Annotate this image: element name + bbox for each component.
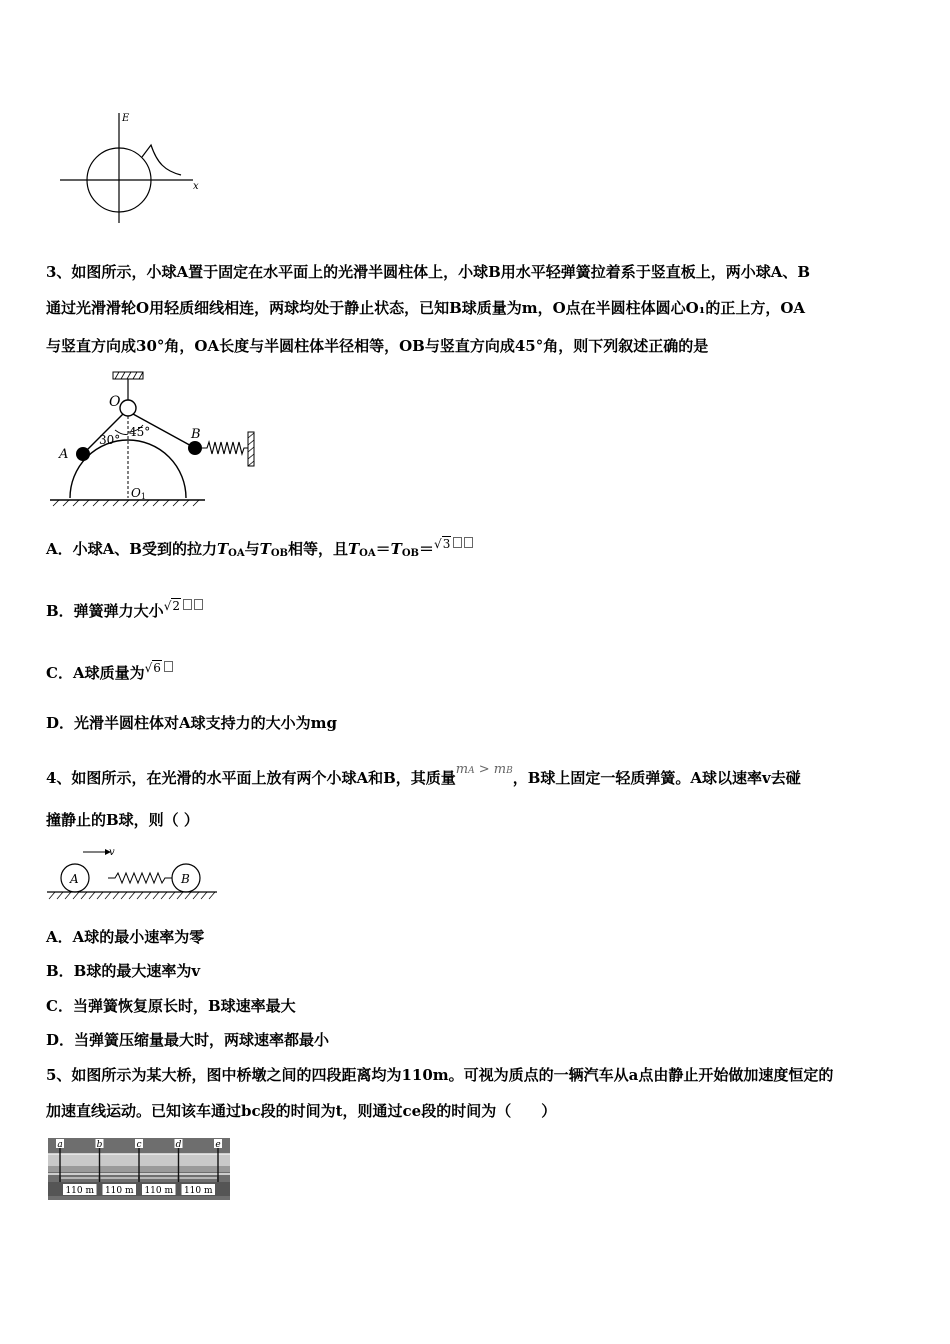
label-b: B bbox=[191, 427, 201, 442]
q3-pulley-figure bbox=[45, 370, 265, 515]
label-o1: O1 bbox=[131, 486, 146, 501]
angle-30-label: 30° bbox=[99, 433, 121, 447]
q3-stem-line-1: 3、如图所示，小球A置于固定在水平面上的光滑半圆柱体上，小球B用水平轻弹簧拉着系于竖直板上，两小球A、B bbox=[46, 263, 811, 281]
segment-label: 110 m bbox=[144, 1186, 174, 1196]
spring bbox=[202, 442, 248, 454]
sqrt-3-formula: √3 bbox=[434, 537, 451, 551]
point-label: d bbox=[175, 1140, 182, 1150]
q5-bridge-figure bbox=[48, 1138, 230, 1202]
q4-option-b[interactable]: B．B球的最大速率为v bbox=[46, 962, 201, 980]
q5-stem-line-2: 加速直线运动。已知该车通过bc段的时间为t，则通过ce段的时间为（ ） bbox=[46, 1102, 557, 1120]
q4-option-c[interactable]: C．当弹簧恢复原长时，B球速率最大 bbox=[46, 997, 296, 1015]
label-v: v bbox=[109, 847, 115, 858]
q4-option-a[interactable]: A．A球的最小速率为零 bbox=[46, 928, 205, 946]
sqrt-2-formula: √2 bbox=[163, 599, 180, 613]
q3-stem-line-2: 通过光滑滑轮O用轻质细线相连，两球均处于静止状态，已知B球质量为m，O点在半圆柱体圆心O₁的正上方，OA bbox=[46, 299, 806, 317]
missing-glyph-icon bbox=[183, 599, 192, 610]
point-label: b bbox=[96, 1140, 103, 1150]
q4-collision-figure bbox=[45, 843, 220, 903]
sqrt-6-formula: √6 bbox=[144, 661, 161, 675]
angle-45-label: 45° bbox=[129, 425, 151, 439]
label-a: A bbox=[70, 872, 79, 886]
point-label: a bbox=[57, 1140, 63, 1150]
q4-stem-line-2: 撞静止的B球，则（ ） bbox=[46, 811, 199, 829]
q4-stem-line-1: 4、如图所示，在光滑的水平面上放有两个小球A和B，其质量mA > mB，B球上固定一轻质弹簧。A球以速率v去碰 bbox=[46, 762, 801, 787]
ball-a bbox=[76, 447, 90, 461]
segment-label: 110 m bbox=[65, 1186, 95, 1196]
point-label: e bbox=[215, 1140, 221, 1150]
label-a: A bbox=[59, 447, 69, 462]
field-curve bbox=[142, 145, 181, 175]
label-o: O bbox=[109, 394, 121, 410]
missing-glyph-icon bbox=[464, 537, 473, 548]
mass-inequality-formula: mA > mB bbox=[455, 762, 513, 777]
q5-stem-line-1: 5、如图所示为某大桥，图中桥墩之间的四段距离均为110m。可视为质点的一辆汽车从a点由静止开始做加速度恒定的 bbox=[46, 1066, 834, 1084]
q4-option-d[interactable]: D．当弹簧压缩量最大时，两球速率都最小 bbox=[46, 1031, 330, 1049]
y-axis-label: E bbox=[122, 113, 130, 124]
ball-b bbox=[188, 441, 202, 455]
q3-option-a[interactable]: A．小球A、B受到的拉力$T_{OA}$与$T_{OB}$相等，且$T_{OA}=T_{OB}=^{√3}$ bbox=[46, 534, 473, 564]
missing-glyph-icon bbox=[194, 599, 203, 610]
missing-glyph-icon bbox=[453, 537, 462, 548]
x-axis-label: x bbox=[193, 181, 199, 192]
q3-option-d[interactable]: D．光滑半圆柱体对A球支持力的大小为mg bbox=[46, 714, 338, 732]
missing-glyph-icon bbox=[164, 661, 173, 672]
segment-label: 110 m bbox=[104, 1186, 134, 1196]
spring bbox=[108, 873, 172, 883]
field-graph-figure bbox=[55, 105, 205, 227]
q3-option-c[interactable]: C．A球质量为$^{√6}$ bbox=[46, 658, 173, 683]
label-b: B bbox=[181, 872, 190, 886]
point-label: c bbox=[136, 1140, 142, 1150]
q3-stem-line-3: 与竖直方向成30°角，OA长度与半圆柱体半径相等，OB与竖直方向成45°角，则下列叙述正确的是 bbox=[46, 337, 709, 355]
q3-option-b[interactable]: B．弹簧弹力大小$^{√2}$ bbox=[46, 596, 203, 621]
segment-label: 110 m bbox=[183, 1186, 213, 1196]
